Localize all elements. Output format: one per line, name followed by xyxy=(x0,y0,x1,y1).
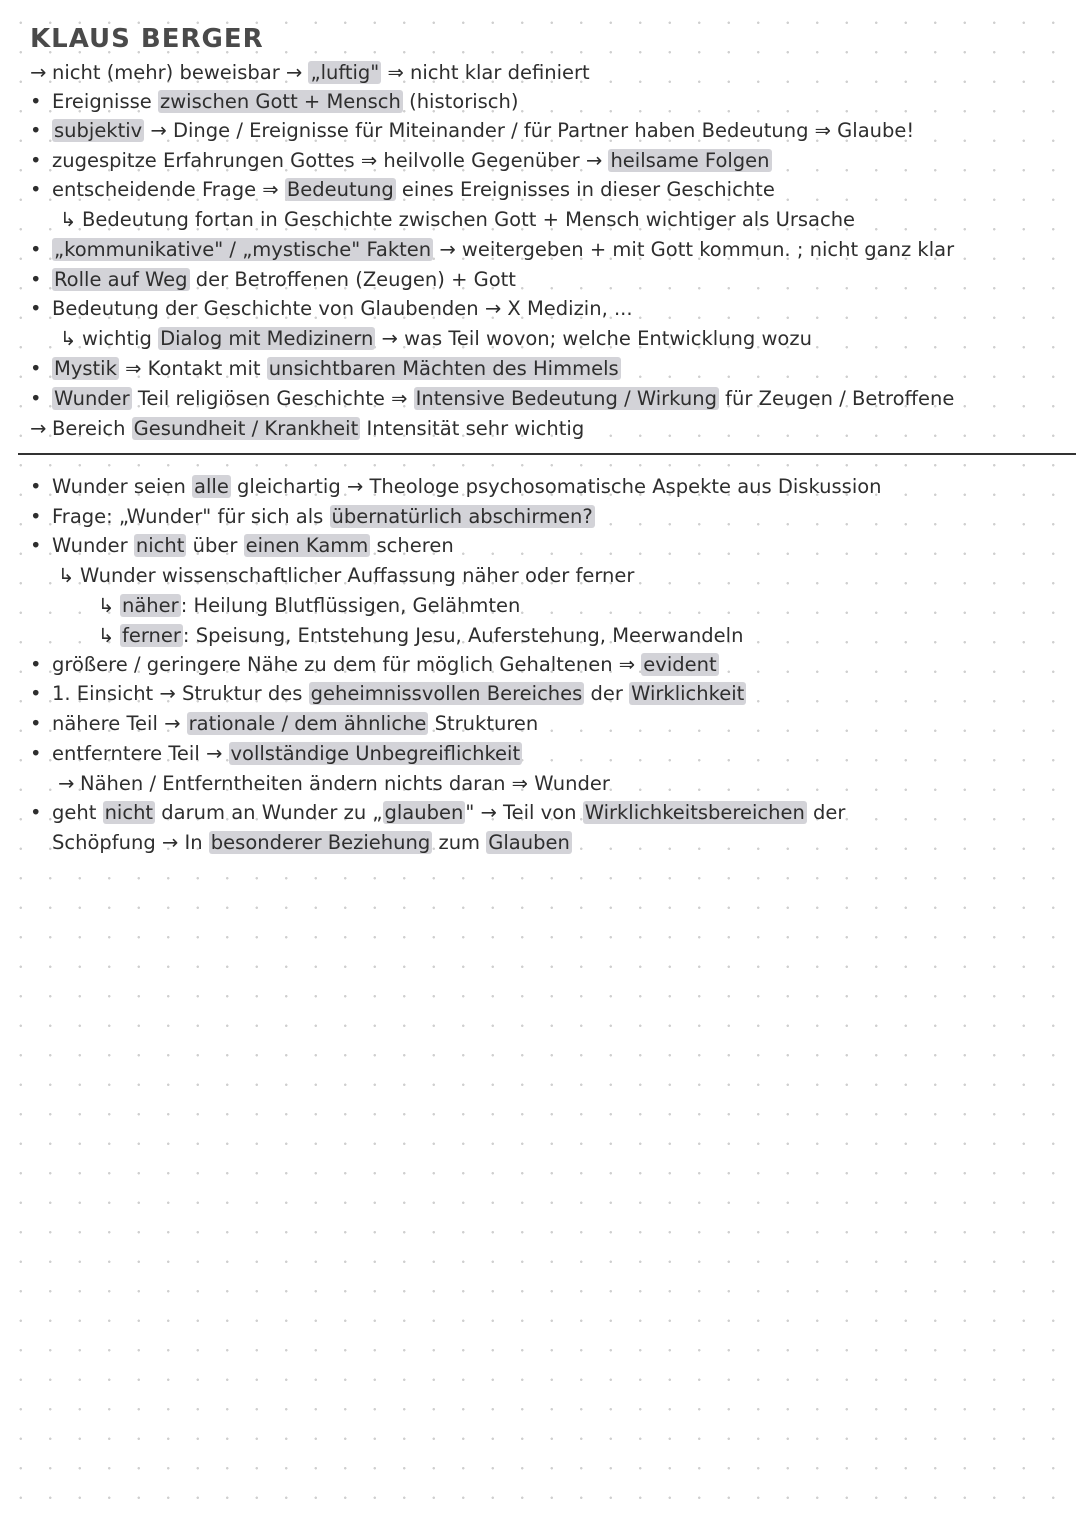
note-line xyxy=(58,563,634,591)
note-line xyxy=(30,681,746,709)
highlighted-text: Gesundheit / Krankheit xyxy=(133,417,359,440)
highlighted-text: heilsame Folgen xyxy=(610,149,770,172)
highlighted-text: Mystik xyxy=(54,357,117,380)
note-text: ⇒ Kontakt mit xyxy=(118,357,267,380)
arrow-marker: ↳ xyxy=(60,327,77,350)
bullet-marker: • xyxy=(30,178,42,201)
bullet-marker: • xyxy=(30,238,42,261)
note-line xyxy=(30,711,538,739)
note-line xyxy=(30,652,719,680)
note-text: für Zeugen / Betroffene xyxy=(718,387,955,410)
note-text: geht xyxy=(52,801,103,824)
note-text: Schöpfung → In xyxy=(52,831,209,854)
note-text: zugespitze Erfahrungen Gottes ⇒ heilvolle Gegenüber → xyxy=(52,149,609,172)
bullet-marker: • xyxy=(30,534,42,557)
note-text: entferntere Teil → xyxy=(52,742,229,765)
arrow-marker: → xyxy=(58,772,75,795)
note-text: Bereich xyxy=(52,417,132,440)
highlighted-text: nicht xyxy=(135,534,185,557)
note-line xyxy=(30,474,882,502)
highlighted-text: glauben xyxy=(384,801,464,824)
arrow-marker: ↳ xyxy=(60,208,77,231)
highlighted-text: näher xyxy=(122,594,179,617)
note-text: Strukturen xyxy=(428,712,539,735)
highlighted-text: einen Kamm xyxy=(245,534,369,557)
highlighted-text: Wunder xyxy=(54,387,130,410)
bullet-marker: • xyxy=(30,505,42,528)
arrow-marker: ↳ xyxy=(98,594,115,617)
bullet-marker: • xyxy=(30,682,42,705)
note-line xyxy=(30,356,621,384)
note-text: eines Ereignisses in dieser Geschichte xyxy=(395,178,775,201)
note-line xyxy=(30,177,775,205)
arrow-marker: ↳ xyxy=(98,624,115,647)
highlighted-text: besonderer Beziehung xyxy=(210,831,431,854)
note-line xyxy=(30,296,633,324)
note-text: ⇒ nicht klar definiert xyxy=(381,61,590,84)
note-text: → was Teil wovon; welche Entwicklung wozu xyxy=(375,327,812,350)
note-line xyxy=(30,267,516,295)
bullet-marker: • xyxy=(30,357,42,380)
note-line xyxy=(30,533,454,561)
note-line xyxy=(30,386,954,414)
highlighted-text: Wirklichkeitsbereichen xyxy=(584,801,805,824)
note-text: Wunder wissenschaftlicher Auffassung näher oder ferner xyxy=(80,564,635,587)
highlighted-text: subjektiv xyxy=(54,119,143,142)
note-text: (historisch) xyxy=(402,90,519,113)
note-text: scheren xyxy=(370,534,454,557)
note-line xyxy=(60,207,855,235)
highlighted-text: Bedeutung xyxy=(286,178,394,201)
note-line xyxy=(30,89,519,117)
bullet-marker: • xyxy=(30,387,42,410)
note-text: über xyxy=(186,534,244,557)
highlighted-text: unsichtbaren Mächten des Himmels xyxy=(268,357,619,380)
page-title: KLAUS BERGER xyxy=(30,24,264,54)
bullet-marker: • xyxy=(30,268,42,291)
note-text: Bedeutung fortan in Geschichte zwischen Gott + Mensch wichtiger als Ursache xyxy=(82,208,856,231)
highlighted-text: vollständige Unbegreiflichkeit xyxy=(230,742,521,765)
note-line xyxy=(30,504,595,532)
note-line xyxy=(30,148,772,176)
note-text: Bedeutung der Geschichte von Glaubenden → X Medizin, ... xyxy=(52,297,633,320)
highlighted-text: „luftig" xyxy=(310,61,380,84)
highlighted-text: Rolle auf Weg xyxy=(54,268,188,291)
note-text: → Dinge / Ereignisse für Miteinander / für Partner haben Bedeutung ⇒ Glaube! xyxy=(144,119,915,142)
bullet-marker: • xyxy=(30,90,42,113)
bullet-marker: • xyxy=(30,712,42,735)
highlighted-text: rationale / dem ähnliche xyxy=(188,712,427,735)
note-text: der xyxy=(806,801,846,824)
note-text: Frage: „Wunder" für sich als xyxy=(52,505,330,528)
note-line xyxy=(98,623,743,651)
note-line xyxy=(52,830,572,858)
bullet-marker: • xyxy=(30,149,42,172)
note-line xyxy=(60,326,812,354)
note-text: zum xyxy=(432,831,487,854)
note-text: Wunder xyxy=(52,534,134,557)
highlighted-text: Wirklichkeit xyxy=(631,682,745,705)
note-line xyxy=(30,118,914,146)
highlighted-text: übernatürlich abschirmen? xyxy=(331,505,593,528)
highlighted-text: „kommunikative" / „mystische" Fakten xyxy=(54,238,432,261)
note-line xyxy=(30,237,954,265)
note-text: entscheidende Frage ⇒ xyxy=(52,178,285,201)
note-line xyxy=(30,416,584,444)
highlighted-text: zwischen Gott + Mensch xyxy=(160,90,401,113)
note-text: Ereignisse xyxy=(52,90,158,113)
note-text: wichtig xyxy=(82,327,159,350)
note-text: Wunder seien xyxy=(52,475,193,498)
note-text: Teil religiösen Geschichte ⇒ xyxy=(131,387,414,410)
note-line xyxy=(58,771,610,799)
highlighted-text: nicht xyxy=(104,801,154,824)
highlighted-text: evident xyxy=(643,653,717,676)
highlighted-text: ferner xyxy=(122,624,181,647)
bullet-marker: • xyxy=(30,653,42,676)
section-divider xyxy=(18,453,1076,455)
note-text: darum an Wunder zu „ xyxy=(155,801,383,824)
arrow-marker: → xyxy=(30,417,47,440)
note-text: → weitergeben + mit Gott kommun. ; nicht ganz klar xyxy=(433,238,955,261)
bullet-marker: • xyxy=(30,119,42,142)
note-text: " → Teil von xyxy=(465,801,583,824)
bullet-marker: • xyxy=(30,801,42,824)
note-text: größere / geringere Nähe zu dem für möglich Gehaltenen ⇒ xyxy=(52,653,642,676)
highlighted-text: geheimnissvollen Bereiches xyxy=(310,682,583,705)
note-line xyxy=(30,800,845,828)
note-text: Nähen / Entferntheiten ändern nichts daran ⇒ Wunder xyxy=(80,772,610,795)
note-text: : Speisung, Entstehung Jesu, Auferstehung, Meerwandeln xyxy=(182,624,744,647)
note-text: Intensität sehr wichtig xyxy=(360,417,585,440)
bullet-marker: • xyxy=(30,297,42,320)
highlighted-text: alle xyxy=(194,475,229,498)
note-line xyxy=(30,60,590,88)
note-text: : Heilung Blutflüssigen, Gelähmten xyxy=(180,594,521,617)
highlighted-text: Glauben xyxy=(488,831,570,854)
note-text: 1. Einsicht → Struktur des xyxy=(52,682,309,705)
highlighted-text: Dialog mit Medizinern xyxy=(160,327,374,350)
arrow-marker: → xyxy=(30,61,47,84)
note-text: nicht (mehr) beweisbar → xyxy=(52,61,309,84)
arrow-marker: ↳ xyxy=(58,564,75,587)
bullet-marker: • xyxy=(30,475,42,498)
note-text: gleichartig → Theologe psychosomatische Aspekte aus Diskussion xyxy=(230,475,882,498)
bullet-marker: • xyxy=(30,742,42,765)
note-text: nähere Teil → xyxy=(52,712,187,735)
highlighted-text: Intensive Bedeutung / Wirkung xyxy=(415,387,717,410)
note-line xyxy=(98,593,520,621)
note-line xyxy=(30,741,522,769)
note-text: der xyxy=(584,682,630,705)
note-text: der Betroffenen (Zeugen) + Gott xyxy=(189,268,516,291)
